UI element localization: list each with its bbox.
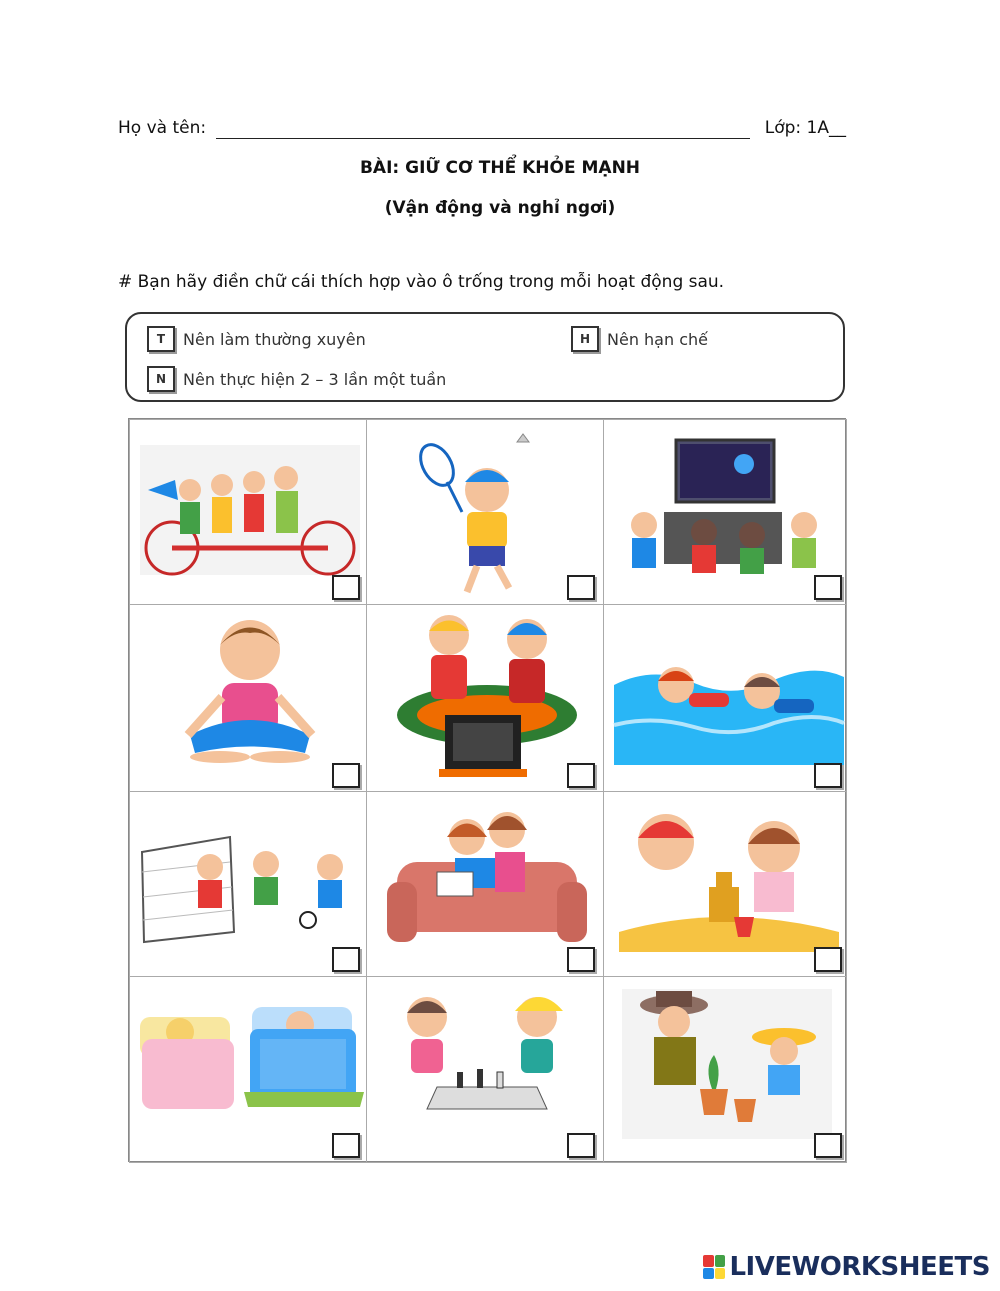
- page-title: BÀI: GIỮ CƠ THỂ KHỎE MẠNH: [359, 158, 641, 178]
- activity-cell-1: [129, 419, 367, 605]
- answer-box-3[interactable]: [814, 575, 842, 600]
- activity-cell-7: [129, 791, 367, 977]
- legend-item-h: [571, 326, 708, 352]
- legend-box: [125, 312, 845, 402]
- liveworksheets-logo-icon: [703, 1255, 725, 1279]
- activity-cell-11: [366, 976, 604, 1163]
- legend-text-h: Nên hạn chế: [607, 329, 708, 349]
- answer-box-9[interactable]: [814, 947, 842, 972]
- header-row: [118, 118, 846, 144]
- activity-cell-12: [603, 976, 847, 1163]
- legend-item-n: [147, 366, 446, 392]
- answer-box-10[interactable]: [332, 1133, 360, 1158]
- legend-code-h: H: [571, 326, 599, 352]
- answer-box-1[interactable]: [332, 575, 360, 600]
- activity-cell-8: [366, 791, 604, 977]
- kids-sandcastle-icon: [604, 792, 847, 977]
- brand-logo[interactable]: [703, 1252, 990, 1282]
- activity-cell-5: [366, 604, 604, 792]
- class-label: Lớp: 1A__: [764, 118, 846, 138]
- kids-watching-tv-icon: [604, 420, 847, 605]
- gardening-icon: [604, 977, 847, 1163]
- answer-box-8[interactable]: [567, 947, 595, 972]
- legend-text-n: Nên thực hiện 2 – 3 lần một tuần: [183, 369, 447, 389]
- name-label: Họ và tên:: [118, 118, 207, 138]
- activity-cell-9: [603, 791, 847, 977]
- activity-cell-10: [129, 976, 367, 1163]
- name-input-line[interactable]: [216, 138, 750, 139]
- answer-box-2[interactable]: [567, 575, 595, 600]
- activity-cell-3: [603, 419, 847, 605]
- answer-box-11[interactable]: [567, 1133, 595, 1158]
- legend-item-t: [147, 326, 366, 352]
- legend-code-t: T: [147, 326, 175, 352]
- page-subtitle: (Vận động và nghỉ ngơi): [384, 198, 616, 218]
- kids-swimming-icon: [604, 605, 847, 792]
- activity-cell-4: [129, 604, 367, 792]
- brand-text: LIVEWORKSHEETS: [729, 1252, 990, 1282]
- legend-text-t: Nên làm thường xuyên: [183, 329, 366, 349]
- answer-box-6[interactable]: [814, 763, 842, 788]
- answer-box-12[interactable]: [814, 1133, 842, 1158]
- legend-code-n: N: [147, 366, 175, 392]
- activity-grid: [128, 418, 846, 1162]
- activity-cell-2: [366, 419, 604, 605]
- instruction-text: # Bạn hãy điền chữ cái thích hợp vào ô trống trong mỗi hoạt động sau.: [118, 272, 725, 292]
- answer-box-7[interactable]: [332, 947, 360, 972]
- answer-box-5[interactable]: [567, 763, 595, 788]
- activity-cell-6: [603, 604, 847, 792]
- answer-box-4[interactable]: [332, 763, 360, 788]
